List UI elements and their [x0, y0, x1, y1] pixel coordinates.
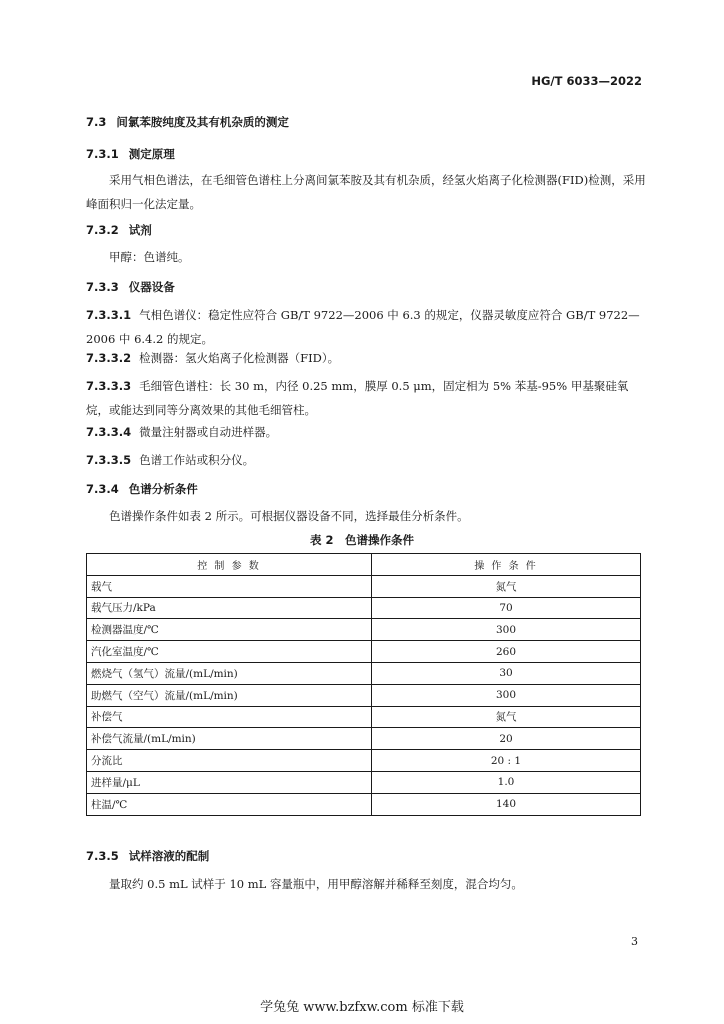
sample-text: 量取约 0.5 mL 试样于 10 mL 容量瓶中，用甲醇溶解并稀释至刻度，混合均匀。 [109, 877, 523, 891]
standard-code: HG/T 6033—2022 [531, 74, 642, 88]
apparatus-item-3: 7.3.3.3 毛细管色谱柱：长 30 m，内径 0.25 mm，膜厚 0.5 μm，固定相为 5% 苯基-95% 甲基聚硅氧烷，或能达到同等分离效果的其他毛细管柱。 [86, 379, 629, 417]
table-row [87, 771, 641, 793]
param-cell: 补偿气流量/(mL/min) [87, 728, 372, 750]
table-row [87, 684, 641, 706]
heading-7-3-4: 7.3.4 色谱分析条件 [86, 482, 198, 496]
value-cell: 300 [372, 619, 641, 641]
value-cell: 300 [372, 684, 641, 706]
reagents-text: 甲醇：色谱纯。 [109, 250, 190, 264]
table-row [87, 706, 641, 728]
param-cell: 载气 [87, 575, 372, 597]
header-condition: 操 作 条 件 [372, 554, 641, 576]
table-title: 表 2 色谱操作条件 [309, 533, 414, 547]
header-parameter: 控 制 参 数 [87, 554, 372, 576]
principle-text: 采用气相色谱法，在毛细管色谱柱上分离间氯苯胺及其有机杂质，经氢火焰离子化检测器(FID)检测，采用峰面积归一化法定量。 [86, 173, 646, 211]
table-row [87, 641, 641, 663]
table-row [87, 619, 641, 641]
apparatus-item-1: 7.3.3.1 气相色谱仪：稳定性应符合 GB/T 9722—2006 中 6.3 的规定，仪器灵敏度应符合 GB/T 9722—2006 中 6.4.2 的规定。 [86, 308, 640, 346]
param-cell: 燃烧气（氢气）流量/(mL/min) [87, 662, 372, 684]
param-cell: 分流比 [87, 750, 372, 772]
value-cell: 20 [372, 728, 641, 750]
heading-7-3-1: 7.3.1 测定原理 [86, 147, 175, 161]
value-cell: 140 [372, 793, 641, 815]
param-cell: 柱温/℃ [87, 793, 372, 815]
param-cell: 载气压力/kPa [87, 597, 372, 619]
param-cell: 进样量/μL [87, 771, 372, 793]
param-cell: 助燃气（空气）流量/(mL/min) [87, 684, 372, 706]
section-heading-7-3 [86, 114, 289, 130]
apparatus-item-5: 7.3.3.5 色谱工作站或积分仪。 [86, 453, 255, 467]
table-row [87, 750, 641, 772]
table-row [87, 575, 641, 597]
table-header-row [87, 554, 641, 576]
value-cell: 30 [372, 662, 641, 684]
param-cell: 补偿气 [87, 706, 372, 728]
value-cell: 氮气 [372, 706, 641, 728]
table-row [87, 662, 641, 684]
param-cell: 检测器温度/℃ [87, 619, 372, 641]
apparatus-item-4: 7.3.3.4 微量注射器或自动进样器。 [86, 425, 278, 439]
heading-7-3-5: 7.3.5 试样溶液的配制 [86, 849, 210, 863]
section-number: 7.3 [86, 115, 107, 129]
table-row [87, 793, 641, 815]
table-row [87, 597, 641, 619]
value-cell: 氮气 [372, 575, 641, 597]
section-title: 间氯苯胺纯度及其有机杂质的测定 [116, 115, 289, 129]
page-number: 3 [631, 935, 638, 948]
table-row [87, 728, 641, 750]
value-cell: 1.0 [372, 771, 641, 793]
apparatus-item-2: 7.3.3.2 检测器：氢火焰离子化检测器（FID）。 [86, 351, 340, 365]
heading-7-3-2: 7.3.2 试剂 [86, 223, 152, 237]
conditions-table [86, 553, 641, 816]
param-cell: 汽化室温度/℃ [87, 641, 372, 663]
value-cell: 20 : 1 [372, 750, 641, 772]
conditions-text: 色谱操作条件如表 2 所示。可根据仪器设备不同，选择最佳分析条件。 [109, 509, 469, 523]
heading-7-3-3: 7.3.3 仪器设备 [86, 280, 175, 294]
value-cell: 70 [372, 597, 641, 619]
footer-watermark: 学兔兔 www.bzfxw.com 标准下载 [260, 1000, 464, 1015]
value-cell: 260 [372, 641, 641, 663]
